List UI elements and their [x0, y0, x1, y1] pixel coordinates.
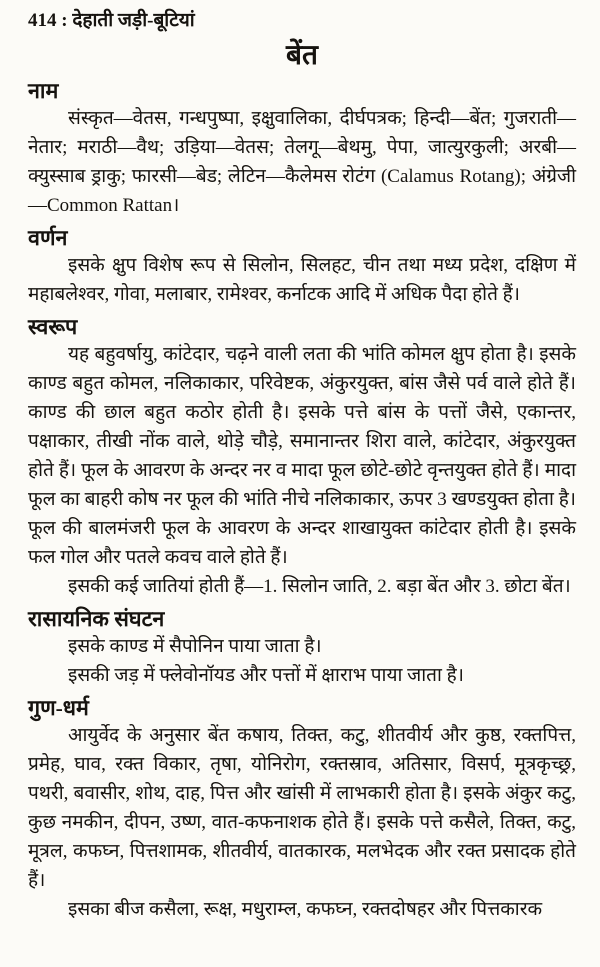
- section-heading-rasayanik-sanghatan: रासायनिक संघटन: [28, 607, 165, 631]
- paragraph: संस्कृत—वेतस, गन्धपुष्पा, इक्षुवालिका, दीर्घपत्रक; हिन्दी—बेंत; गुजराती—नेतार; मराठी—वैथ; उड़िया—वेतस; तेलगू—बेथमु, पेपा, जात्युरकुली; अरबी—क्युस्साब ड्राकु; फारसी—बेड; लेटिन—कैलेमस रोटंग (Calamus Rotang); अंग्रेजी—Common Rattan।: [28, 108, 576, 216]
- section-heading-varnan: वर्णन: [28, 226, 68, 250]
- paragraph: इसकी जड़ में फ्लेवोनॉयड और पत्तों में क्षाराभ पाया जाता है।: [68, 665, 464, 686]
- section-heading-gun-dharm: गुण-धर्म: [28, 696, 89, 720]
- section-heading-naam: नाम: [28, 79, 59, 103]
- paragraph: इसका बीज कसैला, रूक्ष, मधुराम्ल, कफघ्न, रक्तदोषहर और पित्तकारक: [68, 899, 543, 920]
- paragraph: आयुर्वेद के अनुसार बेंत कषाय, तिक्त, कटु, शीतवीर्य और कुष्ठ, रक्तपित्त, प्रमेह, घाव, रक्त विकार, तृषा, योनिरोग, रक्तस्राव, अतिसार, विसर्प, मूत्रकृच्छ्र, पथरी, बवासीर, शोथ, दाह, पित्त और खांसी में लाभकारी होता है। इसके अंकुर कटु, कुछ नमकीन, दीपन, उष्ण, वात-कफनाशक होते हैं। इसके पत्ते कसैले, तिक्त, कटु, मूत्रल, कफघ्न, पित्तशामक, शीतवीर्य, वातकारक, मलभेदक और रक्त प्रसादक होते हैं।: [28, 725, 576, 891]
- section-heading-swaroop: स्वरूप: [28, 315, 78, 339]
- paragraph: इसकी कई जातियां होती हैं—1. सिलोन जाति, 2. बड़ा बेंत और 3. छोटा बेंत।: [68, 576, 571, 597]
- paragraph: यह बहुवर्षायु, कांटेदार, चढ़ने वाली लता की भांति कोमल क्षुप होता है। इसके काण्ड बहुत कोमल, नलिकाकार, परिवेष्टक, अंकुरयुक्त, बांस जैसे पर्व वाले होते हैं। काण्ड की छाल बहुत कठोर होती है। इसके पत्ते बांस के पत्तों जैसे, एकान्तर, पक्षाकार, तीखी नोंक वाले, थोड़े चौड़े, समानान्तर शिरा वाले, कांटेदार, अंकुरयुक्त होते हैं। फूल के आवरण के अन्दर नर व मादा फूल छोटे-छोटे वृन्तयुक्त होते हैं। मादा फूल का बाहरी कोष नर फूल की भांति नीचे नलिकाकार, ऊपर 3 खण्डयुक्त होता है। फूल की बालमंजरी फूल के आवरण के अन्दर शाखायुक्त कांटेदार होती है। इसके फल गोल और पतले कवच वाले होते हैं।: [28, 344, 576, 568]
- paragraph: इसके काण्ड में सैपोनिन पाया जाता है।: [68, 636, 322, 657]
- paragraph: इसके क्षुप विशेष रूप से सिलोन, सिलहट, चीन तथा मध्य प्रदेश, दक्षिण में महाबलेश्वर, गोवा, मलाबार, रामेश्वर, कर्नाटक आदि में अधिक पैदा होते हैं।: [28, 255, 576, 305]
- chapter-title: बेंत: [286, 40, 318, 71]
- running-header: 414 : देहाती जड़ी-बूटियां: [28, 10, 195, 31]
